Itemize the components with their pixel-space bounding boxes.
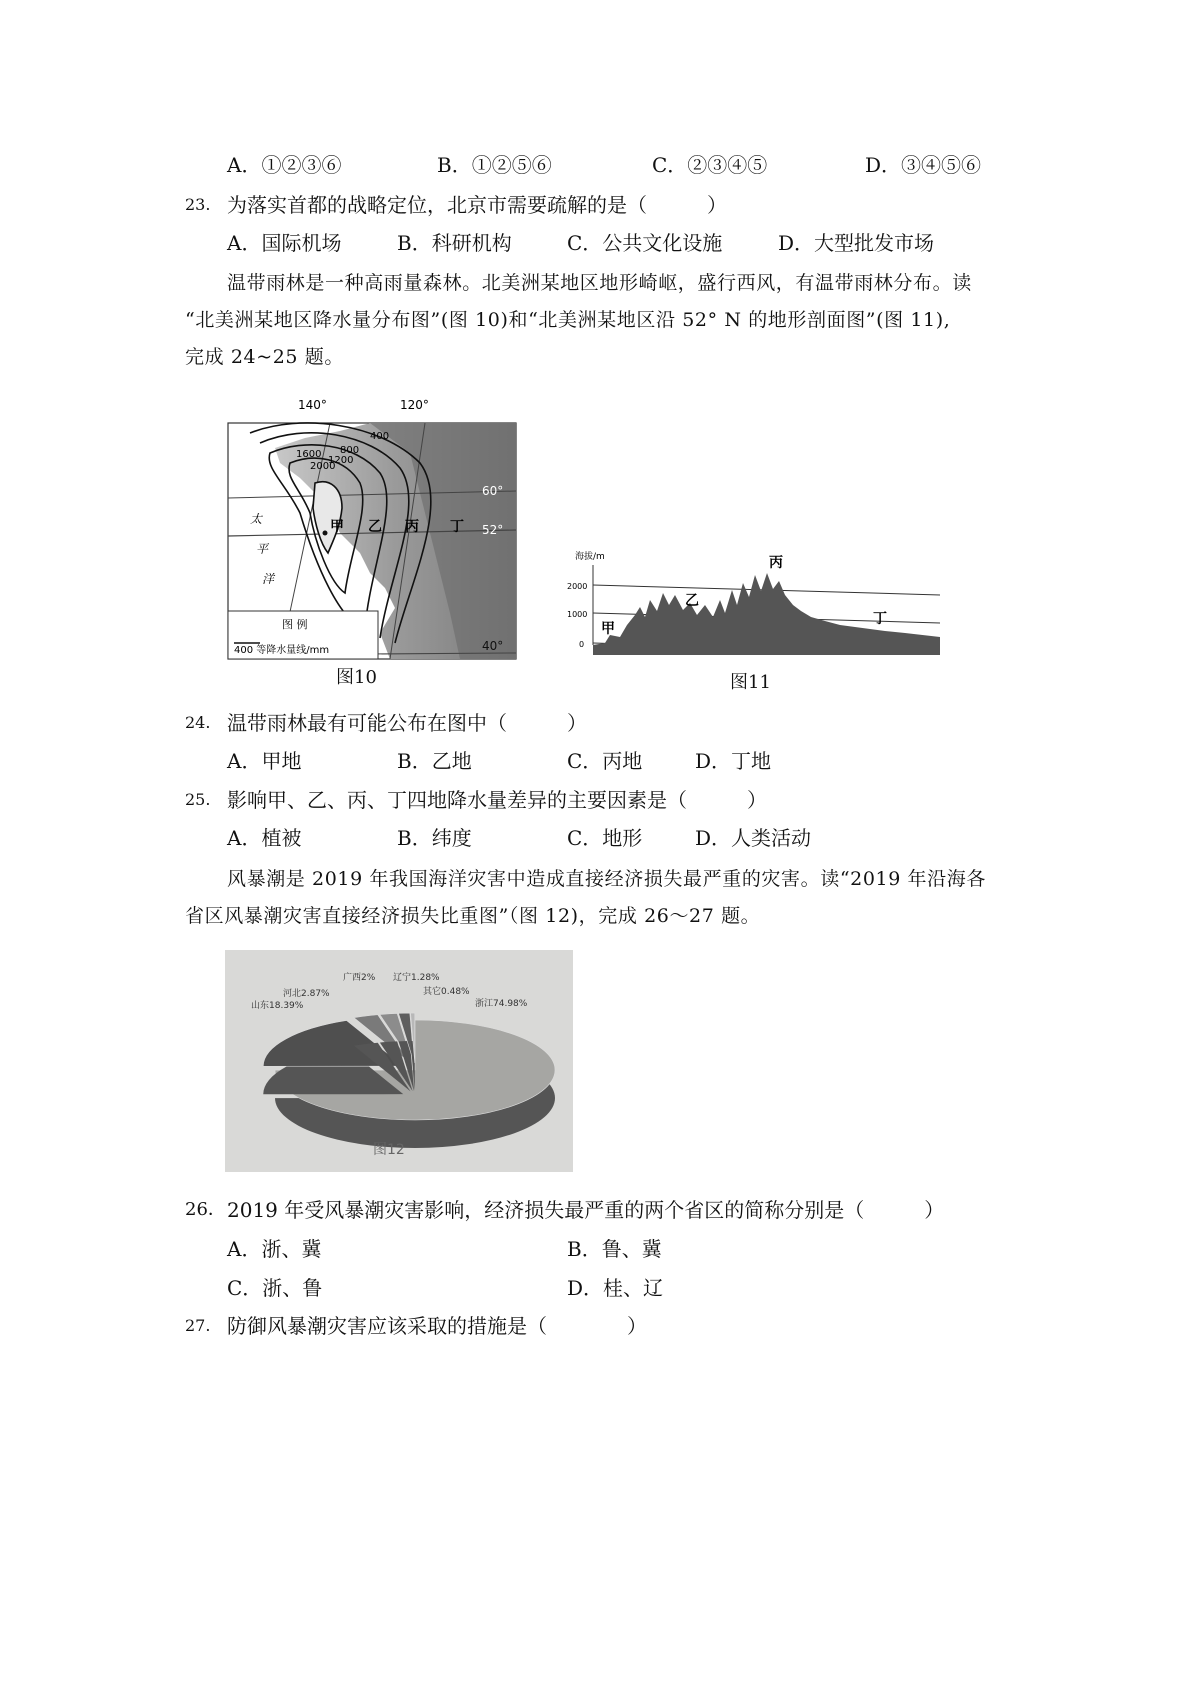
passage1-line3: 完成 24~25 题。: [185, 346, 344, 368]
figure-12: [225, 950, 573, 1172]
precipitation-map: [220, 393, 520, 663]
fig12-caption: 图12: [373, 1142, 405, 1158]
label-guangxi: 广西2%: [343, 973, 376, 983]
profile-yi: 乙: [685, 593, 699, 609]
q24-number: 24.: [185, 713, 211, 732]
ocean-char-3: 洋: [262, 572, 275, 586]
figure-10-caption: 图10: [336, 667, 377, 688]
fig11-ylabel: 海拔/m: [575, 552, 605, 562]
q27-number: 27.: [185, 1316, 211, 1335]
place-bing: 丙: [405, 519, 419, 535]
profile-jia: 甲: [601, 621, 615, 637]
q23-stem: 为落实首都的战略定位，北京市需要疏解的是（ ）: [227, 193, 727, 217]
q25-option-b[interactable]: B．纬度: [397, 826, 472, 850]
q22-option-b[interactable]: B．①②⑤⑥: [437, 153, 552, 177]
passage2-line2: 省区风暴潮灾害直接经济损失比重图”（图 12)，完成 26～27 题。: [185, 905, 761, 927]
q22-option-c[interactable]: C．②③④⑤: [652, 153, 768, 177]
q26-option-a[interactable]: A．浙、冀: [227, 1237, 322, 1261]
q26-option-b[interactable]: B．鲁、冀: [567, 1237, 662, 1261]
lon-label-140: 140°: [298, 398, 327, 412]
lat-label-40: 40°: [482, 639, 504, 653]
q25-number: 25.: [185, 790, 211, 809]
ytick-2000: 2000: [567, 582, 588, 591]
figure-11: [565, 545, 940, 670]
place-ding: 丁: [450, 519, 464, 535]
q23-number: 23.: [185, 195, 211, 214]
profile-bing: 丙: [769, 555, 783, 571]
isohyet-label-1600: 1600: [296, 449, 322, 460]
passage2-line1: 风暴潮是 2019 年我国海洋灾害中造成直接经济损失最严重的灾害。读“2019 年沿海各: [227, 868, 986, 890]
location-jia-dot: [323, 531, 328, 536]
q23-option-d[interactable]: D．大型批发市场: [778, 231, 935, 255]
ytick-1000: 1000: [567, 610, 588, 619]
profile-ding: 丁: [873, 611, 887, 627]
q25-option-a[interactable]: A．植被: [227, 826, 302, 850]
passage1-line1: 温带雨林是一种高雨量森林。北美洲某地区地形崎岖，盛行西风，有温带雨林分布。读: [227, 272, 972, 294]
q27-stem: 防御风暴潮灾害应该采取的措施是（ ）: [227, 1314, 647, 1338]
pie-slices: [263, 1013, 555, 1148]
q24-option-a[interactable]: A．甲地: [227, 749, 302, 773]
legend-item: 400 等降水量线/mm: [234, 645, 330, 656]
q25-stem: 影响甲、乙、丙、丁四地降水量差异的主要因素是（ ）: [227, 788, 767, 812]
terrain-profile: [565, 545, 940, 670]
q26-stem: 2019 年受风暴潮灾害影响，经济损失最严重的两个省区的简称分别是（ ）: [227, 1198, 945, 1222]
legend-title: 图 例: [282, 618, 308, 631]
label-liaoning: 辽宁1.28%: [393, 973, 440, 983]
q23-option-a[interactable]: A．国际机场: [227, 231, 342, 255]
q25-option-d[interactable]: D．人类活动: [695, 826, 812, 850]
q23-option-c[interactable]: C．公共文化设施: [567, 231, 723, 255]
q26-option-d[interactable]: D．桂、辽: [567, 1276, 664, 1300]
q25-option-c[interactable]: C．地形: [567, 826, 643, 850]
isohyet-label-800: 800: [340, 445, 360, 456]
isohyet-label-1200: 1200: [328, 455, 354, 466]
isohyet-label-400: 400: [370, 431, 390, 442]
figure-11-caption: 图11: [730, 672, 771, 693]
q22-option-d[interactable]: D．③④⑤⑥: [865, 153, 982, 177]
q23-option-b[interactable]: B．科研机构: [397, 231, 512, 255]
lat-label-52: 52°: [482, 523, 504, 537]
q24-option-d[interactable]: D．丁地: [695, 749, 772, 773]
q24-option-c[interactable]: C．丙地: [567, 749, 643, 773]
loss-pie-chart: [225, 950, 573, 1172]
q26-number: 26．: [185, 1199, 226, 1220]
q24-stem: 温带雨林最有可能公布在图中（ ）: [227, 711, 587, 735]
lon-label-120: 120°: [400, 398, 429, 412]
ocean-char-2: 平: [256, 542, 269, 556]
ytick-0: 0: [579, 640, 585, 649]
figure-10: [220, 393, 520, 663]
label-shandong: 山东18.39%: [251, 1001, 304, 1011]
isohyet-label-2000: 2000: [310, 461, 336, 472]
ocean-char-1: 太: [250, 512, 263, 526]
q24-option-b[interactable]: B．乙地: [397, 749, 472, 773]
label-hebei: 河北2.87%: [283, 989, 330, 999]
lat-label-60: 60°: [482, 484, 504, 498]
passage1-line2: “北美洲某地区降水量分布图”(图 10)和“北美洲某地区沿 52° N 的地形剖面图”(图 11),: [185, 309, 951, 331]
label-zhejiang: 浙江74.98%: [475, 999, 528, 1009]
place-yi: 乙: [368, 519, 382, 535]
place-jia: 甲: [330, 519, 344, 535]
q22-option-a[interactable]: A．①②③⑥: [227, 153, 342, 177]
label-other: 其它0.48%: [423, 987, 470, 997]
q26-option-c[interactable]: C．浙、鲁: [227, 1276, 323, 1300]
